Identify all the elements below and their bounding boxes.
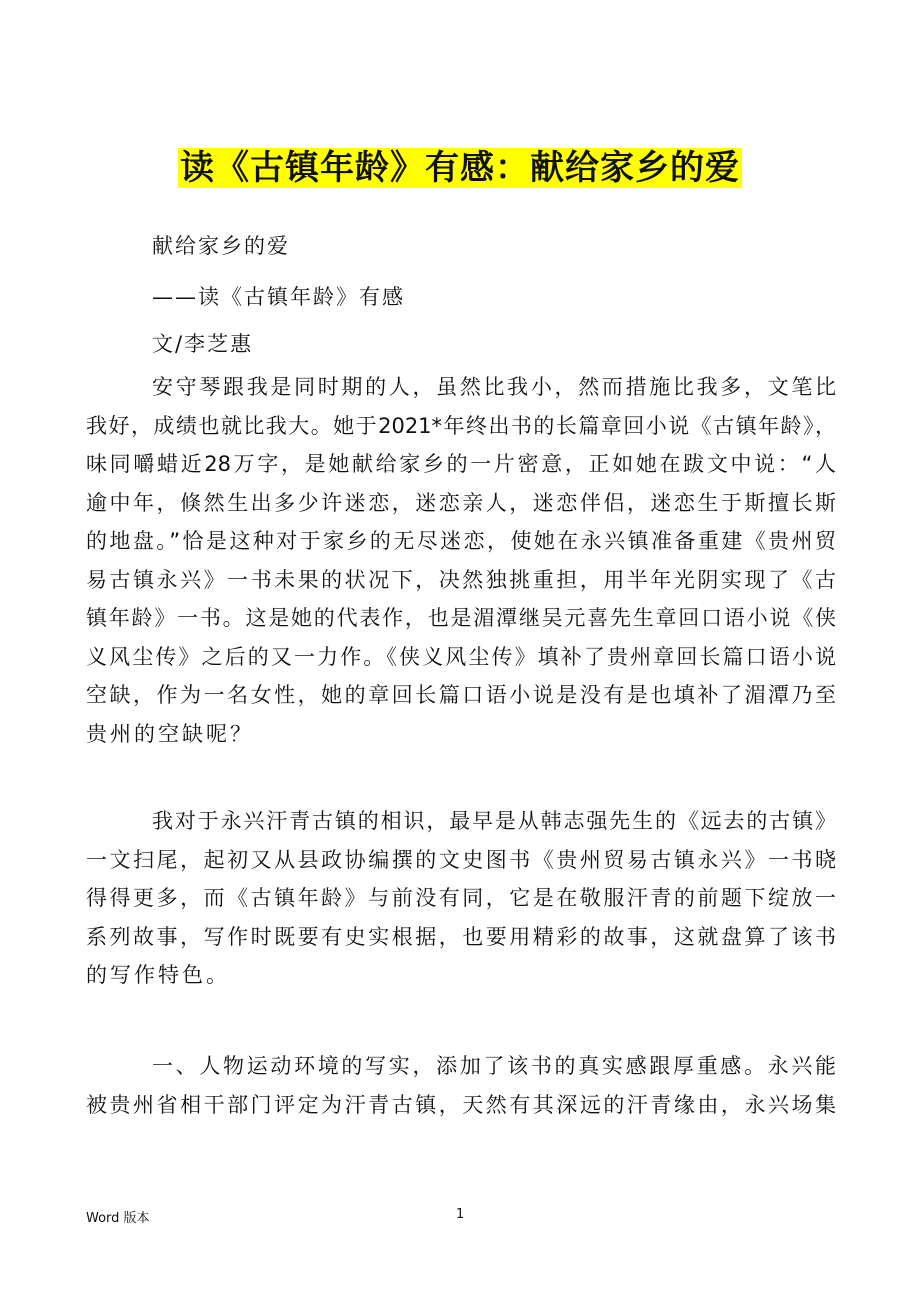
text-line: 的写作特色。 <box>86 963 230 987</box>
text-line: 易古镇永兴》一书未果的状况下，决然独挑重担，用半年光阴实现了《古 <box>86 567 836 592</box>
text-line: 得得更多，而《古镇年龄》与前没有同，它是在敬服汗青的前题下绽放一 <box>86 886 836 910</box>
document-title <box>0 143 920 193</box>
text-line: 的地盘。”恰是这种对于家乡的无尽迷恋，使她在永兴镇准备重建《贵州贸 <box>86 529 836 553</box>
text-line: 我对于永兴汗青古镇的相识，最早是从韩志强先生的《远去的古镇》 <box>152 809 836 833</box>
text-line: 一文扫尾，起初又从县政协编撰的文史图书《贵州贸易古镇永兴》一书晓 <box>86 847 836 872</box>
text-line: 我好，成绩也就比我大。她于2021*年终出书的长篇章回小说《古镇年龄》， <box>86 413 836 438</box>
text-line: 逾中年，倏然生出多少许迷恋，迷恋亲人，迷恋伴侣，迷恋生于斯擅长斯 <box>86 490 836 515</box>
text-line: 被贵州省相干部门评定为汗青古镇，天然有其深远的汗青缘由，永兴场集 <box>86 1092 836 1117</box>
text-line: 系列故事，写作时既要有史实根据，也要用精彩的故事，这就盘算了该书 <box>86 924 836 949</box>
text-line: 镇年龄》一书。这是她的代表作，也是湄潭继吴元喜先生章回口语小说《侠 <box>86 606 836 630</box>
subheading: ——读《古镇年龄》有感 <box>152 285 405 309</box>
text-line: 贵州的空缺呢？ <box>86 721 254 746</box>
heading: 献给家乡的爱 <box>152 234 290 258</box>
text-line: 安守琴跟我是同时期的人，虽然比我小，然而措施比我多，文笔比 <box>152 375 836 399</box>
text-line: 味同嚼蜡近28万字，是她献给家乡的一片密意，正如她在跋文中说：“人 <box>86 452 836 476</box>
text-line: 一、人物运动环境的写实，添加了该书的真实感跟厚重感。永兴能 <box>152 1054 836 1078</box>
title-text: 读《古镇年龄》有感：献给家乡的爱 <box>180 148 740 188</box>
author: 文/李芝惠 <box>152 332 254 356</box>
footer-label: Word 版本 <box>86 1211 150 1226</box>
text-line: 空缺，作为一名女性，她的章回长篇口语小说是没有是也填补了湄潭乃至 <box>86 683 836 707</box>
text-line: 义风尘传》之后的又一力作。《侠义风尘传》填补了贵州章回长篇口语小说 <box>86 644 836 669</box>
page-number: 1 <box>456 1207 465 1222</box>
